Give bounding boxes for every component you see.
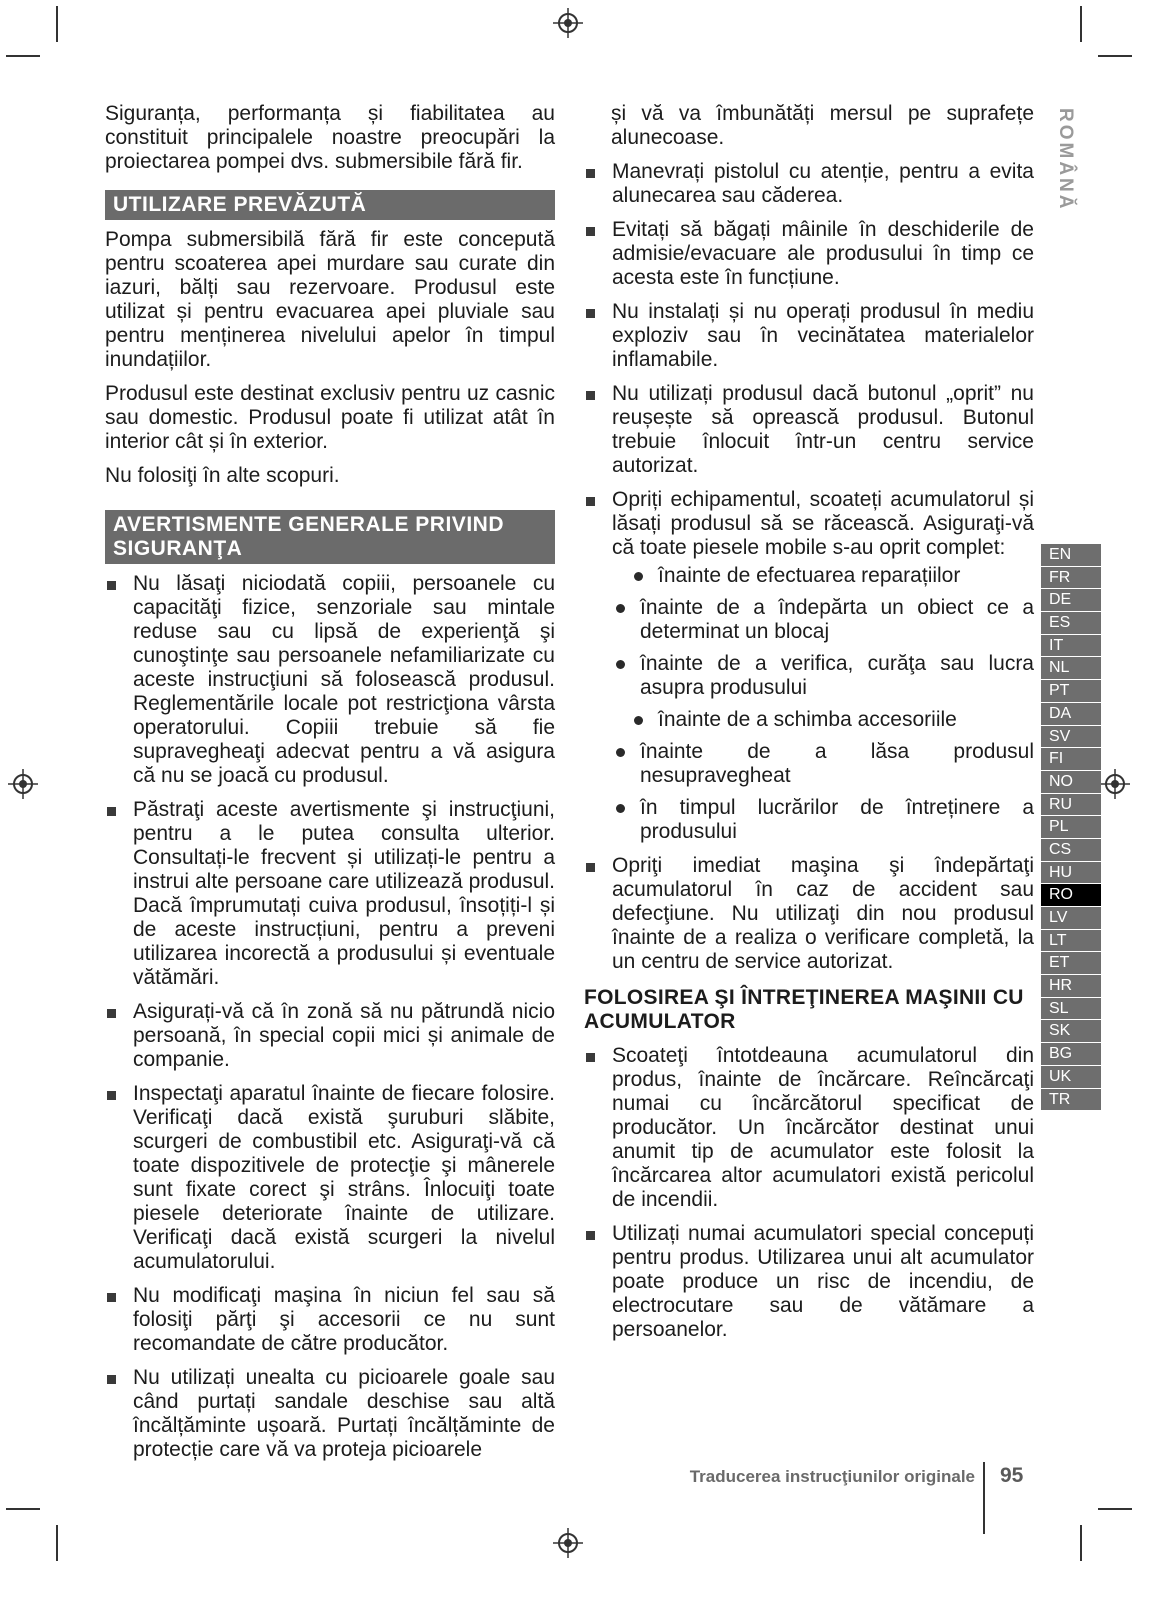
language-tab-fr[interactable]: FR <box>1041 566 1101 589</box>
language-tab-bg[interactable]: BG <box>1041 1042 1101 1065</box>
language-tab-sk[interactable]: SK <box>1041 1019 1101 1042</box>
language-tab-pt[interactable]: PT <box>1041 679 1101 702</box>
crop-mark <box>1080 6 1082 42</box>
footer-divider <box>983 1462 985 1534</box>
intended-use-paragraph: Produsul este destinat exclusiv pentru uz casnic sau domestic. Produsul poate fi utilizat atât în interior cât și în exterior. <box>105 382 555 453</box>
list-item <box>584 488 1034 844</box>
language-tab-tr[interactable]: TR <box>1041 1088 1101 1111</box>
language-tab-lt[interactable]: LT <box>1041 929 1101 952</box>
list-item: Inspectaţi aparatul înainte de fiecare folosire. Verificaţi dacă există şuruburi slăbite, scurgeri de combustibil etc. Asiguraţi-vă că toate dispozitivele de protecţie şi mânerele sunt fixate corect şi strâns. Înlocuiţi toate piesele deteriorate înainte de utilizare. Verificaţi dacă există scurgeri la nivelul acumulatorului. <box>105 1082 555 1274</box>
page-number: 95 <box>1000 1464 1024 1487</box>
intended-use-paragraph: Nu folosiţi în alte scopuri. <box>105 464 340 487</box>
list-item: Nu instalați și nu operați produsul în mediu exploziv sau în vecinătatea materialelor inflamabile. <box>584 300 1034 372</box>
crop-mark <box>1080 1525 1082 1561</box>
list-item: Scoateţi întotdeauna acumulatorul din produs, înainte de încărcare. Reîncărcaţi numai cu încărcătorul specificat de producător. Un încărcător destinat unui anumit tip de acumulator este folosit la încărcarea altor acumulatori există pericolul de incendii. <box>584 1044 1034 1212</box>
sub-list-item: înainte de a verifica, curăţa sau lucra asupra produsului <box>612 652 1034 700</box>
section-heading-general-warnings: AVERTISMENTE GENERALE PRIVIND SIGURANŢA <box>105 510 555 564</box>
sub-list-item: înainte de a lăsa produsul nesupravegheat <box>612 740 1034 788</box>
language-tab-ro[interactable]: RO <box>1041 883 1101 906</box>
section-heading-battery-use: FOLOSIREA ŞI ÎNTREŢINEREA MAŞINII CU ACUMULATOR <box>584 986 1024 1033</box>
footer-text: Traducerea instrucţiunilor originale <box>689 1467 975 1486</box>
language-tab-fi[interactable]: FI <box>1041 747 1101 770</box>
side-language-label: ROMÂNĂ <box>1055 108 1076 212</box>
list-item: Nu utilizați unealta cu picioarele goale sau când purtați sandale deschise sau altă încălțăminte ușoară. Purtați încălțăminte de protecție care vă va proteja picioarele <box>105 1366 555 1462</box>
language-tab-it[interactable]: IT <box>1041 634 1101 657</box>
warning-list <box>584 160 1034 974</box>
crop-mark <box>1098 1508 1132 1510</box>
list-item: Nu modificaţi maşina în niciun fel sau să folosiţi părţi şi accesorii ce nu sunt recomandate de către producător. <box>105 1284 555 1356</box>
language-tab-nl[interactable]: NL <box>1041 656 1101 679</box>
language-tabs <box>1041 543 1101 1110</box>
sub-list-item: în timpul lucrărilor de întreținere a produsului <box>612 796 1034 844</box>
list-item: Evitați să băgați mâinile în deschiderile de admisie/evacuare ale produsului în timp ce acesta este în funcțiune. <box>584 218 1034 290</box>
language-tab-uk[interactable]: UK <box>1041 1065 1101 1088</box>
sub-list-item: înainte de a schimba accesoriile <box>612 708 1034 732</box>
language-tab-en[interactable]: EN <box>1041 543 1101 566</box>
language-tab-es[interactable]: ES <box>1041 611 1101 634</box>
language-tab-hr[interactable]: HR <box>1041 974 1101 997</box>
registration-mark-icon <box>553 8 583 38</box>
language-tab-sl[interactable]: SL <box>1041 997 1101 1020</box>
stop-instruction: Opriți echipamentul, scoateți acumulatorul și lăsați produsul să se răcească. Asiguraţi-vă că toate piesele mobile s-au oprit complet: <box>612 488 1034 559</box>
intro-paragraph: Siguranța, performanța și fiabilitatea au constituit principalele noastre preocupări la proiectarea pompei dvs. submersibile fără fir. <box>105 102 555 173</box>
sub-list-item: înainte de a îndepărta un obiect ce a determinat un blocaj <box>612 596 1034 644</box>
right-column <box>584 102 1034 1352</box>
language-tab-lv[interactable]: LV <box>1041 906 1101 929</box>
language-tab-sv[interactable]: SV <box>1041 725 1101 748</box>
language-tab-da[interactable]: DA <box>1041 702 1101 725</box>
list-item: Păstraţi aceste avertismente şi instrucţiuni, pentru a le putea consulta ulterior. Consultați-le frecvent și utilizați-le pentru a instrui alte persoane care utilizează produsul. Dacă împrumutați cuiva produsul, însoțiți-l și de aceste instrucțiuni, pentru a preveni utilizarea incorectă a produsului și eventuale vătămări. <box>105 798 555 990</box>
language-tab-pl[interactable]: PL <box>1041 815 1101 838</box>
sub-list-item: înainte de efectuarea reparațiilor <box>612 564 1034 588</box>
continuation-text: și vă va îmbunătăți mersul pe suprafețe alunecoase. <box>611 102 1034 149</box>
registration-mark-icon <box>553 1528 583 1558</box>
language-tab-no[interactable]: NO <box>1041 770 1101 793</box>
language-tab-de[interactable]: DE <box>1041 588 1101 611</box>
list-item: Nu lăsaţi niciodată copiii, persoanele cu capacităţi fizice, senzoriale sau mintale reduse sau cu lipsă de experienţă şi cunoştinţe sau persoanele nefamiliarizate cu aceste instrucţiuni să folosească produsul. Reglementările locale pot restricţiona vârsta operatorului. Copiii trebuie să fie supravegheaţi adecvat pentru a vă asigura că nu se joacă cu produsul. <box>105 572 555 788</box>
left-column <box>105 102 555 1472</box>
list-item: Nu utilizați produsul dacă butonul „oprit” nu reușește să oprească produsul. Butonul trebuie înlocuit într-un centru service autorizat. <box>584 382 1034 478</box>
crop-mark <box>56 1525 58 1561</box>
crop-mark <box>1098 55 1132 57</box>
intended-use-paragraph: Pompa submersibilă fără fir este concepută pentru scoaterea apei murdare sau curate din iazuri, bălți sau rezervoare. Produsul este utilizat și pentru evacuarea apei pluviale sau pentru menținerea nivelului apelor în timpul inundațiilor. <box>105 228 555 371</box>
registration-mark-icon <box>8 769 38 799</box>
list-item: Opriţi imediat maşina şi îndepărtaţi acumulatorul în caz de accident sau defecţiune. Nu utilizaţi din nou produsul înainte de a realiza o verificare completă, la un centru de service autorizat. <box>584 854 1034 974</box>
language-tab-et[interactable]: ET <box>1041 951 1101 974</box>
language-tab-hu[interactable]: HU <box>1041 861 1101 884</box>
crop-mark <box>56 6 58 42</box>
list-item: Manevrați pistolul cu atenție, pentru a evita alunecarea sau căderea. <box>584 160 1034 208</box>
warning-list <box>105 572 555 1462</box>
sub-list <box>612 564 1034 844</box>
crop-mark <box>6 55 40 57</box>
list-item: Utilizați numai acumulatori special concepuți pentru produs. Utilizarea unui alt acumulator poate produce un risc de incendiu, de electrocutare sau de vătămare a persoanelor. <box>584 1222 1034 1342</box>
crop-mark <box>6 1508 40 1510</box>
language-tab-ru[interactable]: RU <box>1041 793 1101 816</box>
section-heading-intended-use: UTILIZARE PREVĂZUTĂ <box>105 190 555 220</box>
registration-mark-icon <box>1100 769 1130 799</box>
list-item: Asigurați-vă că în zonă să nu pătrundă nicio persoană, în special copii mici și animale de companie. <box>105 1000 555 1072</box>
language-tab-cs[interactable]: CS <box>1041 838 1101 861</box>
battery-list <box>584 1044 1034 1342</box>
